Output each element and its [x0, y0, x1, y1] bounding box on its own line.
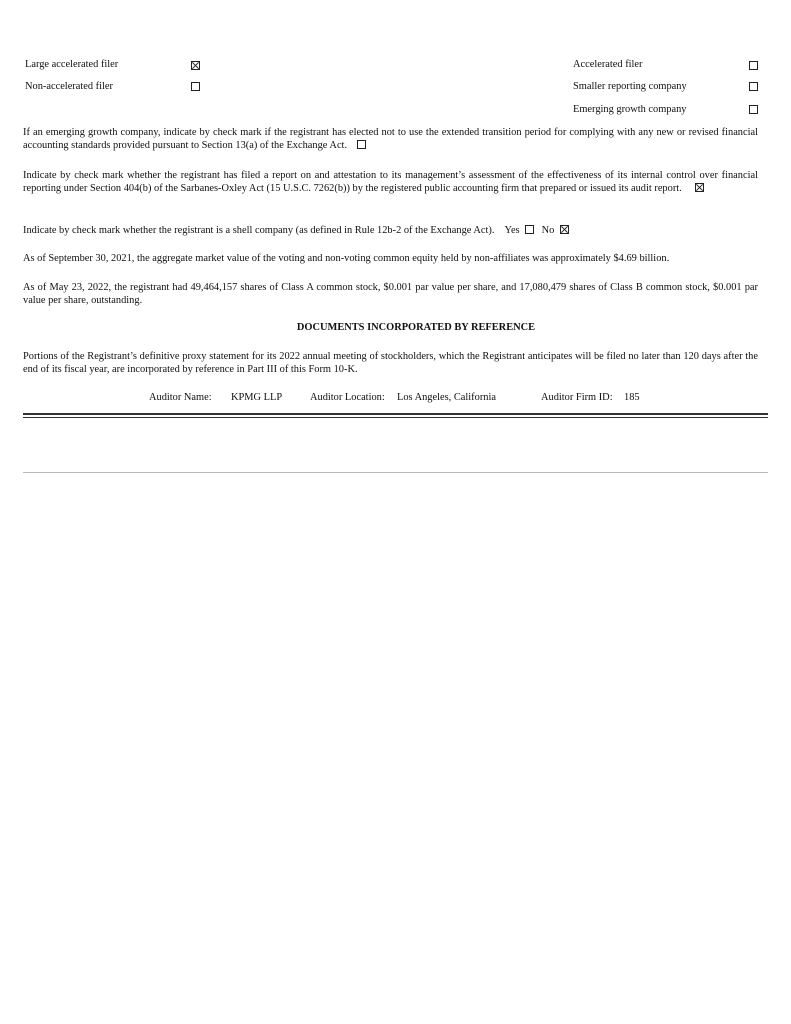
emerging-growth-company-label: Emerging growth company: [573, 104, 687, 115]
shell-yes-label: Yes: [504, 225, 520, 236]
smaller-reporting-company-label: Smaller reporting company: [573, 81, 687, 92]
attestation-text: Indicate by check mark whether the registrant has filed a report on and attestation to its management’s assessment of the effectiveness of its internal control over financial reporting under Section 404(b) of the Sarbanes-Oxley Act (15 U.S.C. 7262(b)) by the registered public accounting firm that prepared or issued its audit report.: [23, 170, 758, 194]
large-accelerated-filer-checkbox[interactable]: [191, 61, 200, 70]
shell-company-text: Indicate by check mark whether the registrant is a shell company (as defined in Rule 12b-2 of the Exchange Act).: [23, 225, 495, 236]
auditor-name-label: Auditor Name:: [149, 392, 212, 403]
non-accelerated-filer-label: Non-accelerated filer: [25, 81, 113, 92]
auditor-name-value: KPMG LLP: [231, 392, 283, 403]
auditor-location-label: Auditor Location:: [310, 392, 385, 403]
accelerated-filer-label: Accelerated filer: [573, 59, 643, 70]
shares-outstanding-paragraph: As of May 23, 2022, the registrant had 49,464,157 shares of Class A common stock, $0.001 par value per share, and 17,080,479 shares of Class B common stock, $0.001 par value per share, outstanding.: [23, 282, 758, 306]
emerging-growth-election-text: If an emerging growth company, indicate by check mark if the registrant has elected not to use the extended transition period for complying with any new or revised financial accounting standards provided pursuant to Section 13(a) of the Exchange Act.: [23, 127, 758, 151]
documents-incorporated-heading: DOCUMENTS INCORPORATED BY REFERENCE: [296, 322, 536, 333]
emerging-growth-election-checkbox[interactable]: [357, 140, 366, 149]
non-accelerated-filer-checkbox[interactable]: [191, 82, 200, 91]
double-rule-bottom: [23, 417, 768, 418]
page-separator: [23, 472, 768, 473]
accelerated-filer-checkbox[interactable]: [749, 61, 758, 70]
shell-yes-checkbox[interactable]: [525, 225, 534, 234]
shell-no-checkbox[interactable]: [560, 225, 569, 234]
double-rule-top: [23, 413, 768, 415]
emerging-growth-company-checkbox[interactable]: [749, 105, 758, 114]
auditor-location-value: Los Angeles, California: [397, 392, 496, 403]
attestation-paragraph: [23, 170, 758, 195]
documents-incorporated-text: Portions of the Registrant’s definitive proxy statement for its 2022 annual meeting of stockholders, which the Registrant anticipates will be filed no later than 120 days after the end of its fiscal year, are incorporated by reference in Part III of this Form 10-K.: [23, 351, 758, 375]
market-value-paragraph: As of September 30, 2021, the aggregate market value of the voting and non-voting common equity held by non-affiliates was approximately $4.69 billion.: [23, 253, 670, 264]
shell-no-label: No: [541, 225, 555, 236]
smaller-reporting-company-checkbox[interactable]: [749, 82, 758, 91]
auditor-firm-id-label: Auditor Firm ID:: [541, 392, 613, 403]
large-accelerated-filer-label: Large accelerated filer: [25, 59, 119, 70]
auditor-firm-id-value: 185: [624, 392, 640, 403]
attestation-checkbox[interactable]: [695, 183, 704, 192]
emerging-growth-election-paragraph: [23, 127, 758, 152]
shell-company-paragraph: [23, 225, 758, 238]
